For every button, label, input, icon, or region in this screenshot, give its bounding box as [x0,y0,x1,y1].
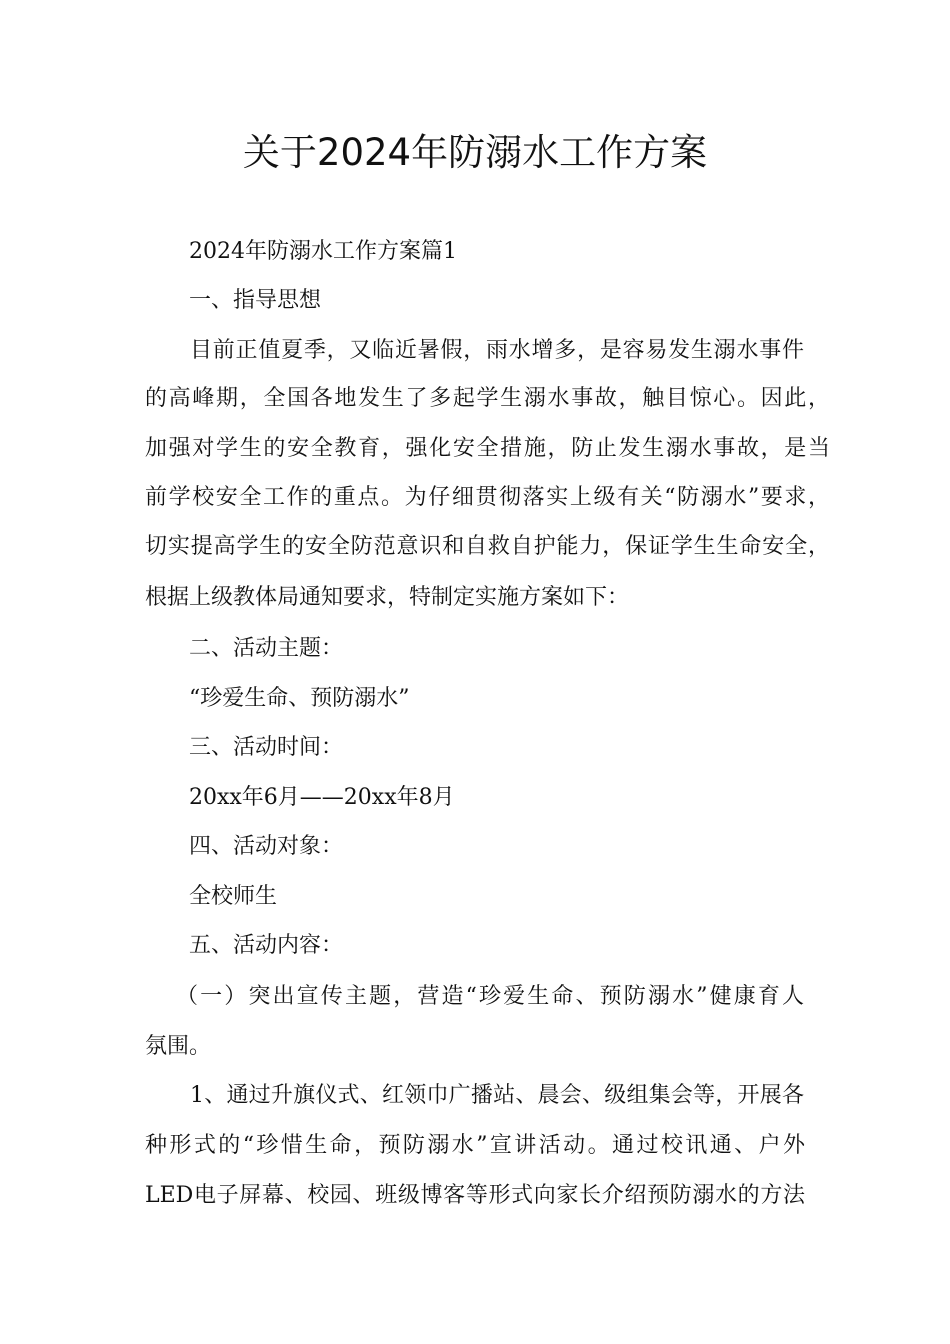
section-heading-guiding-ideology: 一、指导思想 [189,288,322,313]
activity-time-text: 20xx年6月——20xx年8月 [189,785,455,810]
section-heading-activity-target: 四、活动对象： [189,834,344,859]
section-heading-activity-content: 五、活动内容： [189,933,344,958]
paragraph-line: 前学校安全工作的重点。为仔细贯彻落实上级有关“防溺水”要求， [145,485,830,510]
document-subtitle: 2024年防溺水工作方案篇1 [189,239,457,264]
document-title: 关于2024年防溺水工作方案 [242,131,708,174]
paragraph-line: 1、通过升旗仪式、红领巾广播站、晨会、级组集会等，开展各 [190,1083,804,1108]
activity-theme-text: “珍爱生命、预防溺水” [189,686,410,711]
paragraph-line: LED电子屏幕、校园、班级博客等形式向家长介绍预防溺水的方法 [145,1183,805,1208]
paragraph-line: 根据上级教体局通知要求，特制定实施方案如下： [145,585,630,610]
paragraph-line: 切实提高学生的安全防范意识和自救自护能力，保证学生生命安全， [145,534,830,559]
paragraph-line: （一）突出宣传主题，营造“珍爱生命、预防溺水”健康育人 [176,984,804,1009]
paragraph-line: 加强对学生的安全教育，强化安全措施，防止发生溺水事故，是当 [145,436,830,461]
section-heading-activity-time: 三、活动时间： [189,735,344,760]
paragraph-line: 氛围。 [145,1034,212,1059]
paragraph-line: 的高峰期，全国各地发生了多起学生溺水事故，触目惊心。因此， [145,386,830,411]
paragraph-line: 目前正值夏季，又临近暑假，雨水增多，是容易发生溺水事件 [190,338,804,363]
section-heading-activity-theme: 二、活动主题： [189,636,344,661]
paragraph-line: 种形式的“珍惜生命，预防溺水”宣讲活动。通过校讯通、户外 [145,1133,805,1158]
activity-target-text: 全校师生 [189,884,278,909]
